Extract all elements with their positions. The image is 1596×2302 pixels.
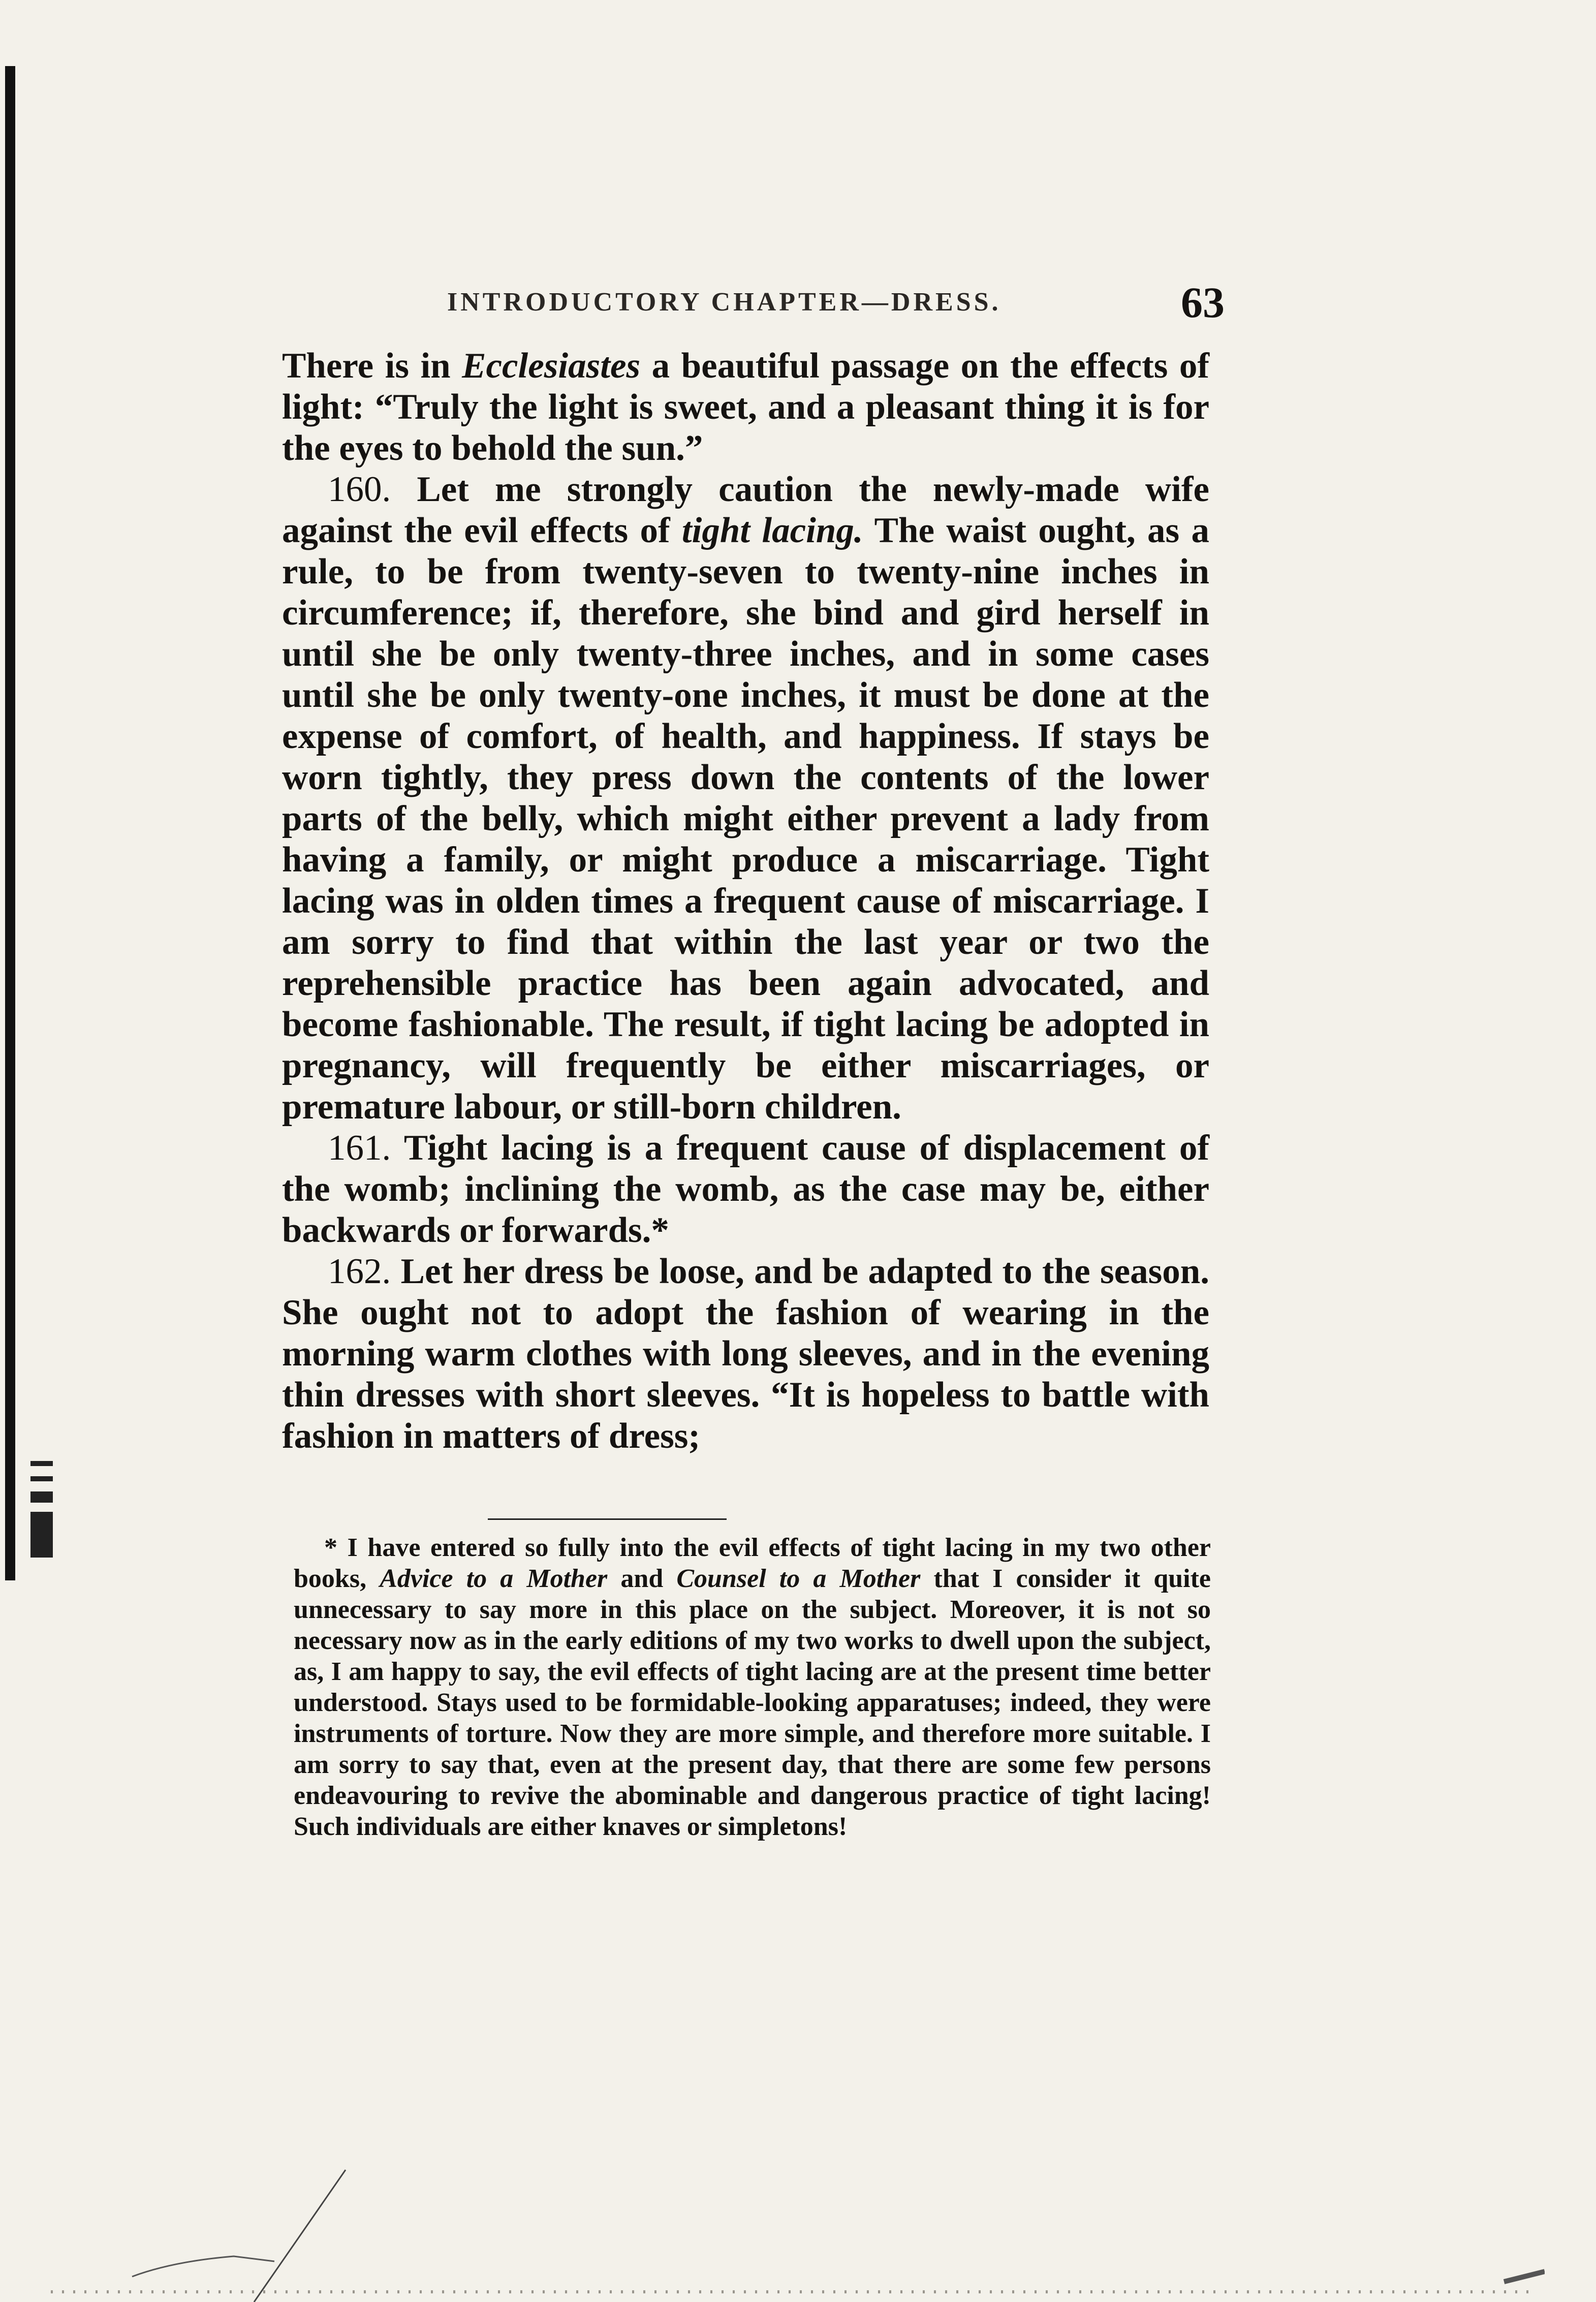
book-title: Counsel to a Mother	[676, 1564, 921, 1593]
paragraph-160: 160. Let me strongly caution the newly-made wife against the evil effects of tight lacing. The waist ought, as a rule, to be from twenty-seven to twenty-nine inches in circumference; if, therefore, she bind and gird herself in until she be only twenty-three inches, and in some cases until she be only twenty-one inches, it must be done at the expense of comfort, of health, and happiness. If stays be worn tightly, they press down the contents of the lower parts of the belly, which might either prevent a lady from having a family, or might produce a miscarriage. Tight lacing was in olden times a frequent cause of miscarriage. I am sorry to find that within the last year or two the reprehensible practice has been again advocated, and become fashionable. The result, if tight lacing be adopted in pregnancy, will frequently be either miscarriages, or premature labour, or still-born children.	[282, 470, 1209, 1127]
running-head: INTRODUCTORY CHAPTER—DRESS.	[447, 288, 1002, 317]
scan-edge-mark	[30, 1476, 53, 1481]
footnote-divider	[488, 1518, 727, 1520]
scan-edge-mark	[30, 1491, 53, 1503]
scan-edge-mark	[30, 1512, 53, 1558]
paragraph: There is in Ecclesiastes a beautiful passage on the effects of light: “Truly the light is sweet, and a pleasant thing it is for the eyes to behold the sun.”	[282, 346, 1209, 468]
page-number: 63	[1181, 278, 1225, 327]
emphasis: tight lacing.	[681, 511, 863, 550]
page-header	[285, 277, 1225, 338]
scan-page-edge	[5, 66, 15, 1580]
footnote	[294, 1532, 1211, 1842]
body-text	[282, 346, 1209, 1457]
paragraph-number: 162.	[328, 1252, 391, 1291]
paragraph-number: 161.	[328, 1128, 391, 1168]
paragraph-161: 161. Tight lacing is a frequent cause of displacement of the womb; inclining the womb, as the case may be, either backwards or forwards.*	[282, 1128, 1209, 1250]
book-title: Ecclesiastes	[462, 346, 641, 386]
paragraph-162: 162. Let her dress be loose, and be adapted to the season. She ought not to adopt the fashion of wearing in the morning warm clothes with long sleeves, and in the evening thin dresses with short sleeves. “It is hopeless to battle with fashion in matters of dress;	[282, 1252, 1209, 1456]
scan-edge-mark	[30, 1461, 53, 1466]
scan-noise	[41, 2109, 1545, 2302]
paragraph-number: 160.	[328, 470, 391, 509]
book-title: Advice to a Mother	[380, 1564, 608, 1593]
footnote-text: * I have entered so fully into the evil effects of tight lacing in my two other books, Advice to a Mother and Counsel to a Mother that I consider it quite unnecessary to say more in this place on the subject. Moreover, it is not so necessary now as in the early editions of my two works to dwell upon the subject, as, I am happy to say, the evil effects of tight lacing are at the present time better understood. Stays used to be formidable-looking apparatuses; indeed, they were instruments of torture. Now they are more simple, and therefore more suitable. I am sorry to say that, even at the present day, that there are some few persons endeavouring to revive the abominable and dangerous practice of tight lacing! Such individuals are either knaves or simpletons!	[294, 1533, 1211, 1841]
